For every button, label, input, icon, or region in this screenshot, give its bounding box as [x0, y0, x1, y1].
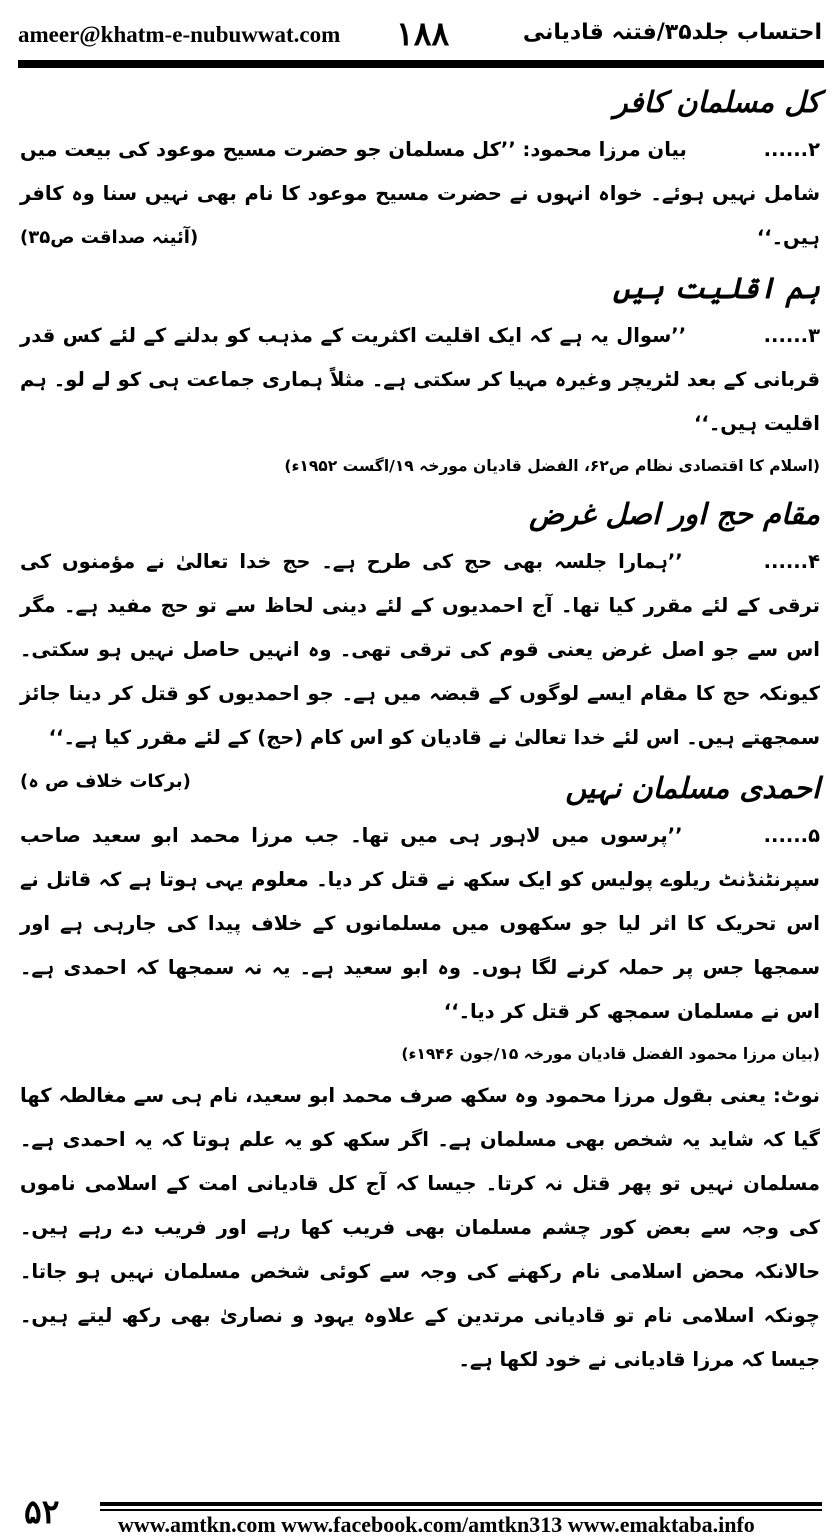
section-number: ۴...... [763, 550, 820, 573]
section-citation: (آئینہ صداقت ص۳۵) [20, 227, 199, 248]
page-content [20, 74, 820, 1478]
section-heading: کل مسلمان کافر [613, 85, 820, 119]
header-book-title: احتساب جلد۳۵/فتنہ قادیانی [522, 20, 822, 45]
note-label: نوٹ: [773, 1084, 820, 1107]
footer-urls: www.amtkn.com www.facebook.com/amtkn313 www.emaktaba.info [118, 1512, 755, 1537]
header-email: ameer@khatm-e-nubuwwat.com [18, 22, 341, 47]
section-heading: ہم اقلیت ہیں [612, 271, 820, 305]
footer-rule [100, 1509, 822, 1511]
section-paragraph [20, 128, 820, 260]
section-text: ’’پرسوں میں لاہور ہی میں تھا۔ جب مرزا محمد ابو سعید صاحب سپرنٹنڈنٹ ریلوے پولیس کو ایک سکھ نے قتل کر دیا۔ معلوم یہی ہوتا ہے کہ قاتل نے اس تحریک کا اثر لیا جو سکھوں میں مسلمانوں کے خلاف پیدا کی جارہی ہے اور سمجھا جس پر حملہ کرنے لگا ہوں۔ وہ ابو سعید ہے۔ یہ نہ سمجھا کہ احمدی ہے۔ اس نے مسلمان سمجھ کر قتل کر دیا۔‘‘ [20, 824, 820, 1023]
footer-page-number: ۵۲ [24, 1492, 60, 1531]
section-number: ۵...... [763, 824, 820, 847]
section-citation: (بیان مرزا محمود الفضل قادیان مورخہ ۱۵/جون ۱۹۴۶ء) [401, 1045, 820, 1063]
page-footer [0, 1490, 840, 1540]
section-text: بیان مرزا محمود: ’’کل مسلمان جو حضرت مسیح موعود کی بیعت میں شامل نہیں ہوئے۔ خواہ انہوں نے حضرت مسیح موعود کا نام بھی نہیں سنا وہ کافر ہیں۔‘‘ [20, 138, 820, 249]
header-rule [18, 60, 824, 68]
header-page-number: ۱۸۸ [396, 14, 450, 53]
section-paragraph [20, 314, 820, 446]
section-text: ’’ہمارا جلسہ بھی حج کی طرح ہے۔ حج خدا تعالیٰ نے مؤمنوں کی ترقی کے لئے مقرر کیا تھا۔ آج احمدیوں کے لئے دینی لحاظ سے تو حج مفید ہے۔ مگر اس سے جو اصل غرض یعنی قوم کی ترقی تھی۔ وہ انہیں حاصل نہیں ہو سکتی۔ کیونکہ حج کا مقام ایسے لوگوں کے قبضہ میں ہے۔ جو احمدیوں کو قتل کر دینا جائز سمجھتے ہیں۔ اس لئے خدا تعالیٰ نے قادیان کو اس کام (حج) کے لئے مقرر کیا ہے۔‘‘ [20, 550, 820, 749]
section-heading: احمدی مسلمان نہیں [565, 771, 820, 805]
section-number: ۳...... [763, 324, 820, 347]
section-number: ۲...... [763, 138, 820, 161]
section-citation: (اسلام کا اقتصادی نظام ص۶۲، الفضل قادیان مورخہ ۱۹/اگست ۱۹۵۲ء) [284, 457, 820, 475]
section-citation: (برکات خلاف ص ہ) [20, 771, 191, 792]
page-header [18, 14, 822, 58]
footer-rule [100, 1502, 822, 1506]
section-heading: مقام حج اور اصل غرض [529, 497, 820, 531]
note-text: یعنی بقول مرزا محمود وہ سکھ صرف محمد ابو سعید، نام ہی سے مغالطہ کھا گیا کہ شاید یہ شخص بھی مسلمان ہے۔ اگر سکھ کو یہ علم ہوتا کہ یہ احمدی ہے۔ مسلمان نہیں تو پھر قتل نہ کرتا۔ جیسا کہ آج کل قادیانی امت کے اسلامی ناموں کی وجہ سے بعض کور چشم مسلمان بھی فریب کھا رہے اور فریب دے رہے ہیں۔ حالانکہ محض اسلامی نام رکھنے کی وجہ سے کوئی شخص مسلمان نہیں ہو جاتا۔ چونکہ اسلامی نام تو قادیانی مرتدین کے علاوہ یہود و نصاریٰ بھی رکھ لیتے ہیں۔ جیسا کہ مرزا قادیانی نے خود لکھا ہے۔ [20, 1084, 820, 1371]
note-paragraph [20, 1074, 820, 1382]
section-text: ’’سوال یہ ہے کہ ایک اقلیت اکثریت کے مذہب کو بدلنے کے لئے کس قدر قربانی کے بعد لٹریچر وغیرہ مہیا کر سکتی ہے۔ مثلاً ہماری جماعت ہی کو لے لو۔ ہم اقلیت ہیں۔‘‘ [20, 324, 820, 435]
section-paragraph [20, 814, 820, 1034]
